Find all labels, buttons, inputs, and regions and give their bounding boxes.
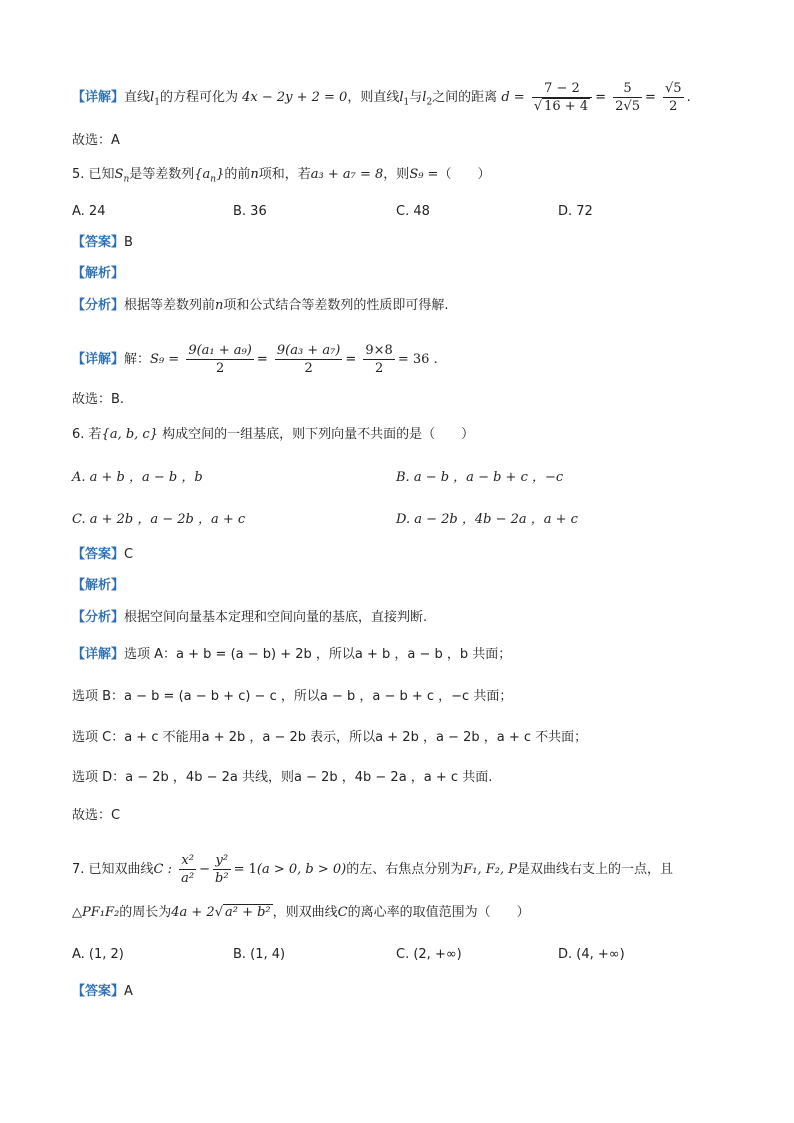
q7-stem-line2: △PF₁F₂的周长为4a + 2√ a² + b² ，则双曲线C的离心率的取值范围为（ ） — [72, 905, 530, 920]
distance-fraction-2: $\frac{5}{2√5}$ — [615, 81, 640, 114]
q5-stem: 5. 已知$S_n$是等差数列$\{a_n\}$的前n项和，若a₃ + a₇ = 8，则S₉ =（ ） — [72, 167, 491, 185]
q6-fenxi: 【分析】根据空间向量基本定理和空间向量的基底，直接判断. — [72, 610, 428, 625]
detail-tag: 【详解】 — [72, 90, 125, 105]
q7-answer: 【答案】A — [72, 984, 133, 999]
sum-fraction-3: $\frac{9\times 8}{2}$ — [365, 343, 393, 376]
q5-answer: 【答案】B — [72, 235, 133, 250]
q6-choose: 故选：C — [72, 808, 121, 823]
q6-option-c: C. a + 2b ，a − 2b ，a + c — [72, 512, 246, 527]
q5-option-c: C. 48 — [396, 204, 430, 219]
q5-option-a: A. 24 — [72, 204, 106, 219]
q6-answer: 【答案】C — [72, 547, 134, 562]
q7-option-d: D. (4, +∞) — [558, 947, 625, 962]
q5-choose: 故选：B. — [72, 392, 125, 407]
q5-fenxi: 【分析】根据等差数列前n项和公式结合等差数列的性质即可得解. — [72, 298, 449, 313]
q5-option-b: B. 36 — [233, 204, 267, 219]
sum-fraction-1: $\frac{\text{9(a₁ + a₉)}}{2}$ — [188, 343, 252, 376]
line-equation: 4x − 2y + 2 = 0 — [242, 90, 348, 105]
sum-fraction-2: $\frac{\text{9(a₃ + a₇)}}{2}$ — [276, 343, 341, 376]
distance-fraction-3: $\frac{√5}{2}$ — [665, 81, 682, 114]
q6-detail-b: 选项 B：a − b = (a − b + c) − c ，所以a − b ，a − b + c ，−c 共面； — [72, 689, 513, 704]
q6-stem: 6. 若{a, b, c} 构成空间的一组基底，则下列向量不共面的是（ ） — [72, 427, 475, 442]
q7-stem-line1: 7. 已知双曲线C : $\frac{\text{x²}}{\text{a²}}$ − $\frac{\text{y²}}{\text{b²}}$ = 1(a > 0, b > 0)的左、右焦点分别为F₁, F₂, P是双曲线右支上的一点，且 — [72, 853, 673, 886]
q6-option-b: B. a − b ，a − b + c ，−c — [396, 470, 564, 485]
q6-option-d: D. a − 2b ，4b − 2a ，a + c — [396, 512, 578, 527]
q6-detail-c: 选项 C：a + c 不能用a + 2b ，a − 2b 表示，所以a + 2b ，a − 2b ，a + c 不共面； — [72, 730, 588, 745]
q6-detail-a: 【详解】选项 A：a + b = (a − b) + 2b ，所以a + b ，a − b ，b 共面； — [72, 647, 512, 662]
q6-option-a: A. a + b ，a − b ，b — [72, 470, 203, 485]
q5-detail: 【详解】解：S₉ = $\frac{\text{9(a₁ + a₉)}}{2}$ = $\frac{\text{9(a₃ + a₇)}}{2}$ = $\frac{9\times 8}{2}$ = 36 . — [72, 343, 438, 376]
q6-detail-d: 选项 D：a − 2b ，4b − 2a 共线，则a − 2b ，4b − 2a ，a + c 共面. — [72, 770, 493, 785]
q5-option-d: D. 72 — [558, 204, 593, 219]
q7-option-a: A. (1, 2) — [72, 947, 124, 962]
q7-option-b: B. (1, 4) — [233, 947, 286, 962]
q5-analysis: 【解析】 — [72, 266, 125, 281]
distance-fraction-1: $\frac{7 - 2}{√ 16 + 4}$ — [532, 80, 592, 115]
q6-analysis: 【解析】 — [72, 578, 125, 593]
q4-detail-line: 【详解】直线$l_1$的方程可化为 4x − 2y + 2 = 0，则直线$l_1$与$l_2$之间的距离 d = $\frac{7 - 2}{√ 16 + 4}$ = $\frac{5}{2√5}$ = $\frac{√5}{2}$ . — [72, 81, 691, 114]
q4-choose: 故选：A — [72, 133, 120, 148]
q7-option-c: C. (2, +∞) — [396, 947, 462, 962]
